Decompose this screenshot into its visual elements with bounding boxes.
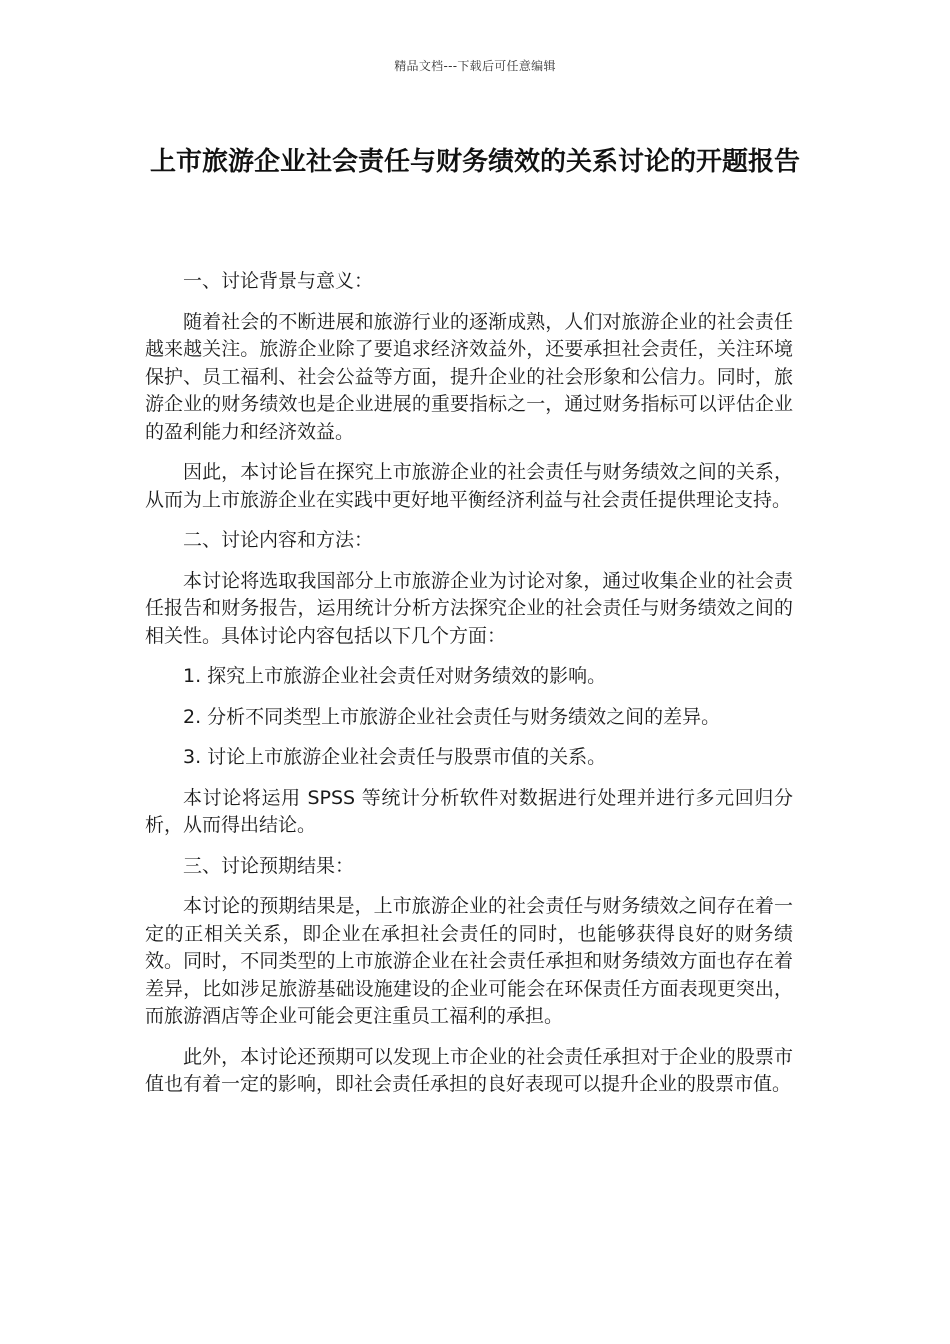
- paragraph-stock-value: 此外，本讨论还预期可以发现上市企业的社会责任承担对于企业的股票市值也有着一定的影响，即社会责任承担的良好表现可以提升企业的股票市值。: [145, 1045, 793, 1095]
- section-heading-expected-results: 三、讨论预期结果：: [183, 854, 355, 877]
- page-header-watermark: 精品文档---下载后可任意编辑: [394, 59, 556, 73]
- list-item: 1. 探究上市旅游企业社会责任对财务绩效的影响。: [183, 665, 607, 687]
- document-body: [145, 268, 793, 1112]
- paragraph-background: 随着社会的不断进展和旅游行业的逐渐成熟，人们对旅游企业的社会责任越来越关注。旅游企业除了要追求经济效益外，还要承担社会责任，关注环境保护、员工福利、社会公益等方面，提升企业的社会形象和公信力。同时，旅游企业的财务绩效也是企业进展的重要指标之一，通过财务指标可以评估企业的盈利能力和经济效益。: [145, 310, 793, 443]
- paragraph-purpose: 因此，本讨论旨在探究上市旅游企业的社会责任与财务绩效之间的关系，从而为上市旅游企业在实践中更好地平衡经济利益与社会责任提供理论支持。: [145, 461, 793, 511]
- paragraph-expected-results: 本讨论的预期结果是，上市旅游企业的社会责任与财务绩效之间存在着一定的正相关关系，即企业在承担社会责任的同时，也能够获得良好的财务绩效。同时，不同类型的上市旅游企业在社会责任承担和财务绩效方面也存在着差异，比如涉足旅游基础设施建设的企业可能会在环保责任方面表现更突出，而旅游酒店等企业可能会更注重员工福利的承担。: [145, 895, 793, 1027]
- section-heading-content-method: 二、讨论内容和方法：: [183, 529, 374, 551]
- paragraph-content-intro: 本讨论将选取我国部分上市旅游企业为讨论对象，通过收集企业的社会责任报告和财务报告，运用统计分析方法探究企业的社会责任与财务绩效之间的相关性。具体讨论内容包括以下几个方面：: [145, 569, 793, 647]
- document-title: 上市旅游企业社会责任与财务绩效的关系讨论的开题报告: [149, 147, 800, 177]
- paragraph-method: 本讨论将运用 SPSS 等统计分析软件对数据进行处理并进行多元回归分析，从而得出结论。: [145, 786, 793, 836]
- section-heading-background: 一、讨论背景与意义：: [183, 270, 374, 292]
- list-item: 3. 讨论上市旅游企业社会责任与股票市值的关系。: [183, 746, 607, 768]
- list-item: 2. 分析不同类型上市旅游企业社会责任与财务绩效之间的差异。: [183, 705, 721, 728]
